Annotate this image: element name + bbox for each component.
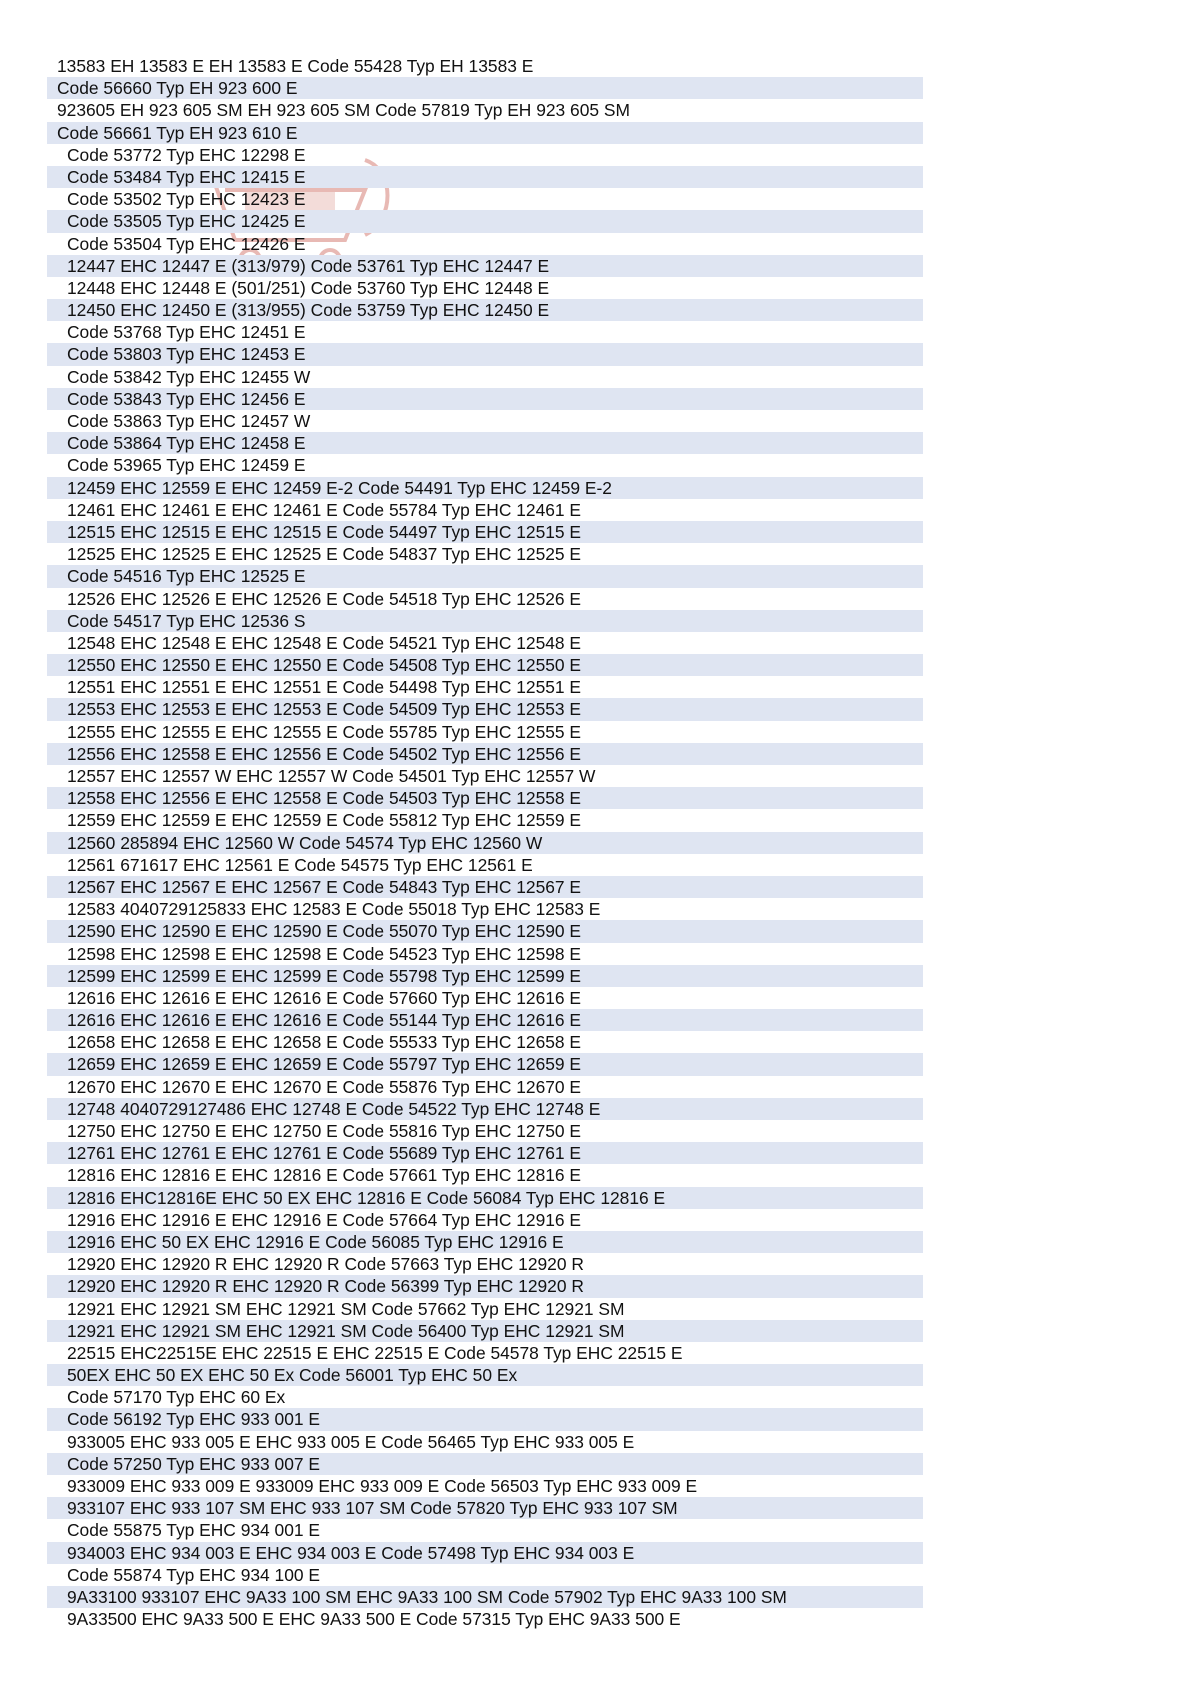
list-item: Code 53965 Typ EHC 12459 E (67, 455, 306, 476)
list-item: 12616 EHC 12616 E EHC 12616 E Code 55144 Typ EHC 12616 E (47, 1009, 923, 1031)
list-item: 12515 EHC 12515 E EHC 12515 E Code 54497 Typ EHC 12515 E (47, 521, 923, 543)
list-item: Code 56661 Typ EH 923 610 E (47, 122, 923, 144)
list-item: Code 53803 Typ EHC 12453 E (47, 343, 923, 365)
list-item: 12658 EHC 12658 E EHC 12658 E Code 55533 Typ EHC 12658 E (67, 1032, 582, 1053)
list-item: 12459 EHC 12559 E EHC 12459 E-2 Code 54491 Typ EHC 12459 E-2 (47, 477, 923, 499)
list-item: 12557 EHC 12557 W EHC 12557 W Code 54501 Typ EHC 12557 W (67, 766, 596, 786)
list-item: 12525 EHC 12525 E EHC 12525 E Code 54837 Typ EHC 12525 E (67, 544, 582, 565)
list-item: 12921 EHC 12921 SM EHC 12921 SM Code 56400 Typ EHC 12921 SM (47, 1320, 923, 1342)
list-item: 933107 EHC 933 107 SM EHC 933 107 SM Code 57820 Typ EHC 933 107 SM (47, 1497, 923, 1519)
list-item: 12616 EHC 12616 E EHC 12616 E Code 57660 Typ EHC 12616 E (67, 987, 582, 1008)
list-item: 12916 EHC 12916 E EHC 12916 E Code 57664 Typ EHC 12916 E (67, 1209, 582, 1230)
list-item: Code 53863 Typ EHC 12457 W (67, 411, 311, 431)
list-item: Code 56660 Typ EH 923 600 E (47, 77, 923, 99)
list-item: 12560 285894 EHC 12560 W Code 54574 Typ EHC 12560 W (47, 832, 923, 854)
list-item: Code 57170 Typ EHC 60 Ex (67, 1387, 286, 1408)
list-item: 12548 EHC 12548 E EHC 12548 E Code 54521 Typ EHC 12548 E (67, 632, 582, 653)
list-item: Code 53504 Typ EHC 12426 E (67, 233, 306, 254)
list-item: 12550 EHC 12550 E EHC 12550 E Code 54508 Typ EHC 12550 E (47, 654, 923, 676)
list-item: 12599 EHC 12599 E EHC 12599 E Code 55798 Typ EHC 12599 E (47, 965, 923, 987)
list-item: 12553 EHC 12553 E EHC 12553 E Code 54509 Typ EHC 12553 E (47, 698, 923, 720)
list-item: 12583 4040729125833 EHC 12583 E Code 55018 Typ EHC 12583 E (67, 899, 601, 920)
list-item: 12567 EHC 12567 E EHC 12567 E Code 54843 Typ EHC 12567 E (47, 876, 923, 898)
list-item: 12526 EHC 12526 E EHC 12526 E Code 54518 Typ EHC 12526 E (67, 588, 582, 609)
list-item: Code 53864 Typ EHC 12458 E (47, 432, 923, 454)
list-item: Code 57250 Typ EHC 933 007 E (47, 1453, 923, 1475)
list-item: Code 53772 Typ EHC 12298 E (67, 144, 306, 165)
list-item: 12748 4040729127486 EHC 12748 E Code 54522 Typ EHC 12748 E (47, 1098, 923, 1120)
list-item: 12551 EHC 12551 E EHC 12551 E Code 54498 Typ EHC 12551 E (67, 677, 582, 698)
list-item: 50EX EHC 50 EX EHC 50 Ex Code 56001 Typ EHC 50 Ex (47, 1364, 923, 1386)
list-item: Code 56192 Typ EHC 933 001 E (47, 1408, 923, 1430)
list-item: 9A33500 EHC 9A33 500 E EHC 9A33 500 E Code 57315 Typ EHC 9A33 500 E (67, 1609, 681, 1630)
list-item: 12920 EHC 12920 R EHC 12920 R Code 57663 Typ EHC 12920 R (67, 1254, 584, 1275)
list-item: Code 55874 Typ EHC 934 100 E (67, 1564, 320, 1585)
list-item: 12558 EHC 12556 E EHC 12558 E Code 54503 Typ EHC 12558 E (47, 787, 923, 809)
list-item: 12916 EHC 50 EX EHC 12916 E Code 56085 Typ EHC 12916 E (47, 1231, 923, 1253)
list-item: 12447 EHC 12447 E (313/979) Code 53761 Typ EHC 12447 E (47, 255, 923, 277)
parts-list (47, 55, 923, 1630)
list-item: Code 53484 Typ EHC 12415 E (47, 166, 923, 188)
list-item: 12659 EHC 12659 E EHC 12659 E Code 55797 Typ EHC 12659 E (47, 1053, 923, 1075)
list-item: 933009 EHC 933 009 E 933009 EHC 933 009 E Code 56503 Typ EHC 933 009 E (67, 1476, 698, 1496)
list-item: Code 55875 Typ EHC 934 001 E (67, 1520, 320, 1541)
list-item: 12816 EHC 12816 E EHC 12816 E Code 57661 Typ EHC 12816 E (67, 1165, 582, 1186)
list-item: 12761 EHC 12761 E EHC 12761 E Code 55689 Typ EHC 12761 E (47, 1142, 923, 1164)
list-item: 22515 EHC22515E EHC 22515 E EHC 22515 E Code 54578 Typ EHC 22515 E (67, 1342, 683, 1363)
list-item: 13583 EH 13583 E EH 13583 E Code 55428 Typ EH 13583 E (57, 56, 534, 76)
list-item: 9A33100 933107 EHC 9A33 100 SM EHC 9A33 100 SM Code 57902 Typ EHC 9A33 100 SM (47, 1586, 923, 1608)
list-item: Code 53768 Typ EHC 12451 E (67, 322, 306, 343)
list-item: 12561 671617 EHC 12561 E Code 54575 Typ EHC 12561 E (67, 854, 533, 875)
list-item: 12590 EHC 12590 E EHC 12590 E Code 55070 Typ EHC 12590 E (47, 920, 923, 942)
list-item: 12750 EHC 12750 E EHC 12750 E Code 55816 Typ EHC 12750 E (67, 1121, 582, 1141)
list-item: 12555 EHC 12555 E EHC 12555 E Code 55785 Typ EHC 12555 E (67, 721, 582, 742)
list-item: 12461 EHC 12461 E EHC 12461 E Code 55784 Typ EHC 12461 E (67, 499, 582, 520)
list-item: Code 53842 Typ EHC 12455 W (67, 366, 311, 387)
list-item: Code 53502 Typ EHC 12423 E (67, 189, 306, 210)
list-item: 12559 EHC 12559 E EHC 12559 E Code 55812 Typ EHC 12559 E (67, 810, 582, 831)
list-item: 933005 EHC 933 005 E EHC 933 005 E Code 56465 Typ EHC 933 005 E (67, 1431, 635, 1452)
list-item: 12816 EHC12816E EHC 50 EX EHC 12816 E Code 56084 Typ EHC 12816 E (47, 1187, 923, 1209)
list-item: Code 53505 Typ EHC 12425 E (47, 210, 923, 232)
list-item: 12921 EHC 12921 SM EHC 12921 SM Code 57662 Typ EHC 12921 SM (67, 1298, 625, 1319)
list-item: 934003 EHC 934 003 E EHC 934 003 E Code 57498 Typ EHC 934 003 E (47, 1542, 923, 1564)
list-item: 12670 EHC 12670 E EHC 12670 E Code 55876 Typ EHC 12670 E (67, 1076, 582, 1097)
list-item: Code 54516 Typ EHC 12525 E (47, 565, 923, 587)
list-item: 12450 EHC 12450 E (313/955) Code 53759 Typ EHC 12450 E (47, 299, 923, 321)
list-item: 12920 EHC 12920 R EHC 12920 R Code 56399 Typ EHC 12920 R (47, 1275, 923, 1297)
list-item: 923605 EH 923 605 SM EH 923 605 SM Code 57819 Typ EH 923 605 SM (57, 100, 630, 121)
list-item: Code 53843 Typ EHC 12456 E (47, 388, 923, 410)
list-item: 12556 EHC 12558 E EHC 12556 E Code 54502 Typ EHC 12556 E (47, 743, 923, 765)
list-item: Code 54517 Typ EHC 12536 S (47, 610, 923, 632)
list-item: 12448 EHC 12448 E (501/251) Code 53760 Typ EHC 12448 E (67, 277, 550, 298)
list-item: 12598 EHC 12598 E EHC 12598 E Code 54523 Typ EHC 12598 E (67, 943, 582, 964)
